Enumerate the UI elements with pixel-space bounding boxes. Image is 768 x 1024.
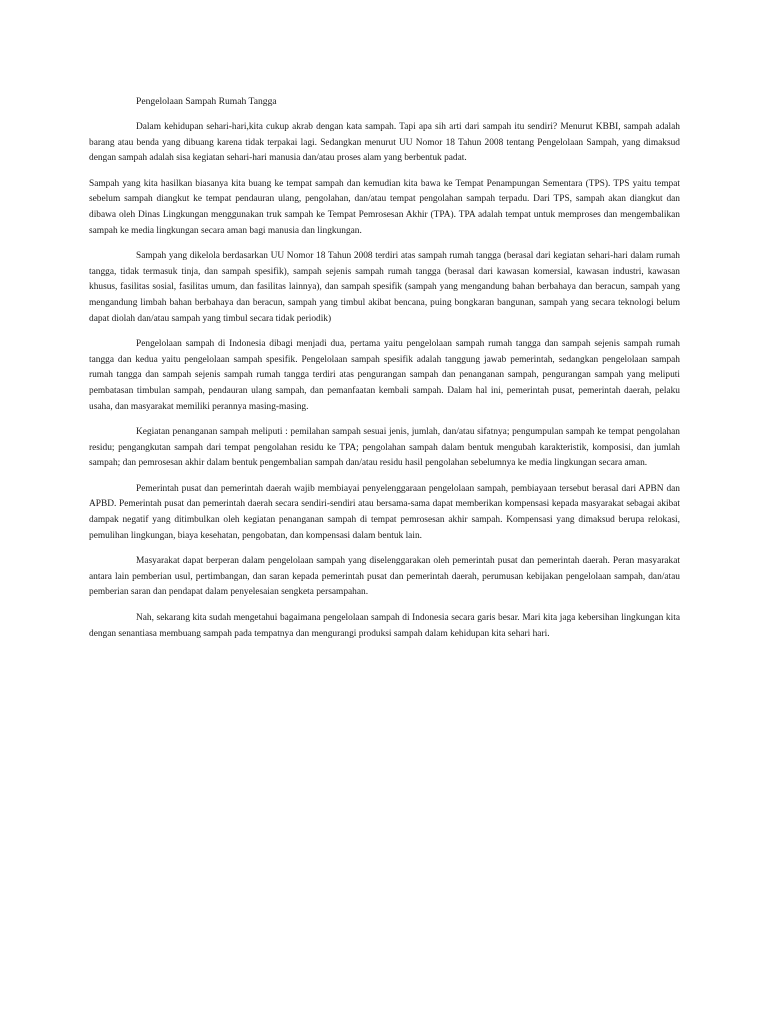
paragraph-8: Nah, sekarang kita sudah mengetahui bagaimana pengelolaan sampah di Indonesia secara garis besar. Mari kita jaga kebersihan lingkungan kita dengan senantiasa membuang sampah pada tempatnya dan mengurangi produksi sampah dalam kehidupan kita sehari hari. <box>89 613 680 639</box>
paragraph-1: Dalam kehidupan sehari-hari,kita cukup akrab dengan kata sampah. Tapi apa sih arti dari sampah itu sendiri? Menurut KBBI, sampah adalah barang atau benda yang dibuang karena tidak terpakai lagi. Sedangkan menurut UU Nomor 18 Tahun 2008 tentang Pengelolaan Sampah, yang dimaksud dengan sampah adalah sisa kegiatan sehari-hari manusia dan/atau proses alam yang berbentuk padat. <box>89 122 680 164</box>
paragraph-5: Kegiatan penanganan sampah meliputi : pemilahan sampah sesuai jenis, jumlah, dan/atau sifatnya; pengumpulan sampah ke tempat pengolahan residu; pengangkutan sampah dari tempat pengolahan residu ke TPA; pengolahan sampah dalam bentuk mengubah karakteristik, komposisi, dan jumlah sampah; dan pemrosesan akhir dalam bentuk pengembalian sampah dan/atau residu hasil pengolahan sebelumnya ke media lingkungan secara aman. <box>89 427 680 469</box>
paragraph-7: Masyarakat dapat berperan dalam pengelolaan sampah yang diselenggarakan oleh pemerintah pusat dan pemerintah daerah. Peran masyarakat antara lain pemberian usul, pertimbangan, dan saran kepada pemerintah pusat dan pemerintah daerah, perumusan kebijakan pengelolaan sampah, dan/atau pemberian saran dan pendapat dalam penyelesaian sengketa persampahan. <box>89 556 680 598</box>
paragraph-6: Pemerintah pusat dan pemerintah daerah wajib membiayai penyelenggaraan pengelolaan sampah, pembiayaan tersebut berasal dari APBN dan APBD. Pemerintah pusat dan pemerintah daerah secara sendiri-sendiri atau bersama-sama dapat memberikan kompensasi kepada masyarakat sebagai akibat dampak negatif yang ditimbulkan oleh kegiatan penanganan sampah di tempat pemrosesan akhir sampah. Kompensasi yang dimaksud berupa relokasi, pemulihan lingkungan, biaya kesehatan, pengobatan, dan kompensasi dalam bentuk lain. <box>89 483 680 541</box>
document-title: Pengelolaan Sampah Rumah Tangga <box>136 96 277 107</box>
paragraph-4: Pengelolaan sampah di Indonesia dibagi menjadi dua, pertama yaitu pengelolaan sampah rumah tangga dan sampah sejenis sampah rumah tangga dan kedua yaitu pengelolaan sampah spesifik. Pengelolaan sampah spesifik adalah tanggung jawab pemerintah, sedangkan pengelolaan sampah rumah tangga dan sampah sejenis sampah rumah tangga terdiri atas pengurangan sampah dan penanganan sampah, pengurangan sampah yang meliputi pembatasan timbulan sampah, pendauran ulang sampah, dan pemanfaatan kembali sampah. Dalam hal ini, pemerintah pusat, pemerintah daerah, pelaku usaha, dan masyarakat memiliki perannya masing-masing. <box>89 339 680 412</box>
paragraph-2: Sampah yang kita hasilkan biasanya kita buang ke tempat sampah dan kemudian kita bawa ke Tempat Penampungan Sementara (TPS). TPS yaitu tempat sebelum sampah diangkut ke tempat pendauran ulang, pengolahan, dan/atau tempat pengolahan sampah terpadu. Dari TPS, sampah akan diangkut dan dibawa oleh Dinas Lingkungan menggunakan truk sampah ke Tempat Pemrosesan Akhir (TPA). TPA adalah tempat untuk memproses dan mengembalikan sampah ke media lingkungan secara aman bagi manusia dan lingkungan. <box>89 178 680 236</box>
paragraph-3: Sampah yang dikelola berdasarkan UU Nomor 18 Tahun 2008 terdiri atas sampah rumah tangga (berasal dari kegiatan sehari-hari dalam rumah tangga, tidak termasuk tinja, dan sampah spesifik), sampah sejenis sampah rumah tangga (berasal dari kawasan komersial, kawasan industri, kawasan khusus, fasilitas sosial, fasilitas umum, dan fasilitas lainnya), dan sampah spesifik (sampah yang mengandung bahan berbahaya dan beracun, sampah yang mengandung limbah bahan berbahaya dan beracun, sampah yang timbul akibat bencana, puing bongkaran bangunan, sampah yang secara teknologi belum dapat diolah dan/atau sampah yang timbul secara tidak periodik) <box>89 251 680 324</box>
